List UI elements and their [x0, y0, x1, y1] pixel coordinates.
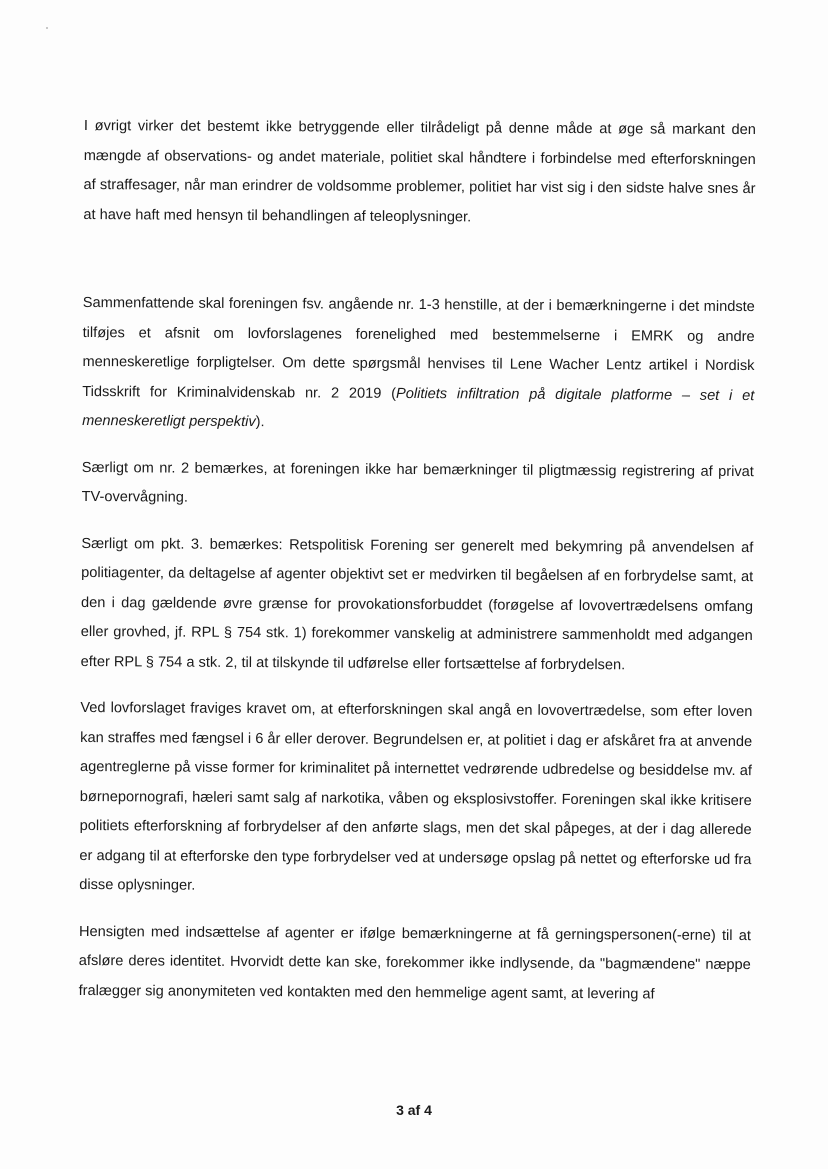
paragraph-text: I øvrigt virker det bestemt ikke betryggende eller tilrådeligt på denne måde at øge så markant den mængde af observations- og andet materiale, politiet skal håndtere i forbindelse med efterforskningen af straffesager, når man erindrer de voldsomme problemer, politiet har vist sig i den sidste halve snes år at have haft med hensyn til behandlingen af teleoplysninger. [83, 117, 756, 225]
paragraph-nr-2 [82, 453, 754, 516]
paragraph-text: Særligt om nr. 2 bemærkes, at foreningen ikke har bemærkninger til pligtmæssig registrering af privat TV-overvågning. [81, 459, 754, 506]
paragraph-text: Særligt om pkt. 3. bemærkes: Retspolitisk Forening ser generelt med bekymring på anvendelsen af politiagenter, da deltagelse af agenter objektivt set er medvirken til begåelsen af en forbrydelse samt, at den i dag gældende øvre grænse for provokationsforbuddet (forøgelse af lovovertrædelsens omfang eller grovhed, jf. RPL § 754 stk. 1) forekommer vanskelig at administrere sammenholdt med adgangen efter RPL § 754 a stk. 2, til at tilskynde til udførelse eller fortsættelse af forbrydelsen. [80, 535, 754, 673]
paragraph-text: Ved lovforslaget fraviges kravet om, at efterforskningen skal angå en lovovertrædelse, som efter loven kan straffes med fængsel i 6 år eller derover. Begrundelsen er, at politiet i dag er afskåret fra at anvende agentreglerne på visse former for kriminalitet på internettet vedrørende udbredelse og besiddelse mv. af børnepornografi, hæleri samt salg af narkotika, våben og eksplosivstoffer. Foreningen skal ikke kritisere politiets efterforskning af forbrydelser af den anførte slags, men det skal påpeges, at der i dag allerede er adgang til at efterforske den type forbrydelser ved at undersøge opslag på nettet og efterforske ud fra disse oplysninger. [79, 699, 753, 894]
paragraph-lovforslaget [79, 694, 752, 905]
paragraph-summary [82, 289, 755, 441]
paragraph-text: Hensigten med indsættelse af agenter er ifølge bemærkningerne at få gerningspersonen(-erne) til at afsløre deres identitet. Hvorvidt dette kan ske, forekommer ikke indlysende, da "bagmændene" næppe fralægger sig anonymiteten ved kontakten med den hemmelige agent samt, at levering af [78, 923, 752, 1003]
paragraph-pkt-3 [81, 529, 754, 681]
paragraph-teleoplysninger [83, 112, 756, 234]
document-body [79, 112, 756, 1010]
scan-speck [46, 27, 48, 29]
paragraph-text: Sammenfattende skal foreningen fsv. angående nr. 1-3 henstille, at der i bemærkningerne i det mindste tilføjes et afsnit om lovforslagenes forenelighed med bestemmelserne i EMRK og andre menneskeretlige forpligtelser. Om dette spørgsmål henvises til Lene Wacher Lentz artikel i Nordisk Tidsskrift for Kriminalvidenskab nr. 2 2019 ( [82, 294, 755, 402]
article-title: Politiets infiltration på digitale platforme – set i et menneskeretligt perspektiv [82, 385, 755, 431]
paragraph-text: ). [255, 414, 265, 431]
page-number: 3 af 4 [396, 1102, 432, 1118]
paragraph-hensigten [79, 917, 752, 1010]
